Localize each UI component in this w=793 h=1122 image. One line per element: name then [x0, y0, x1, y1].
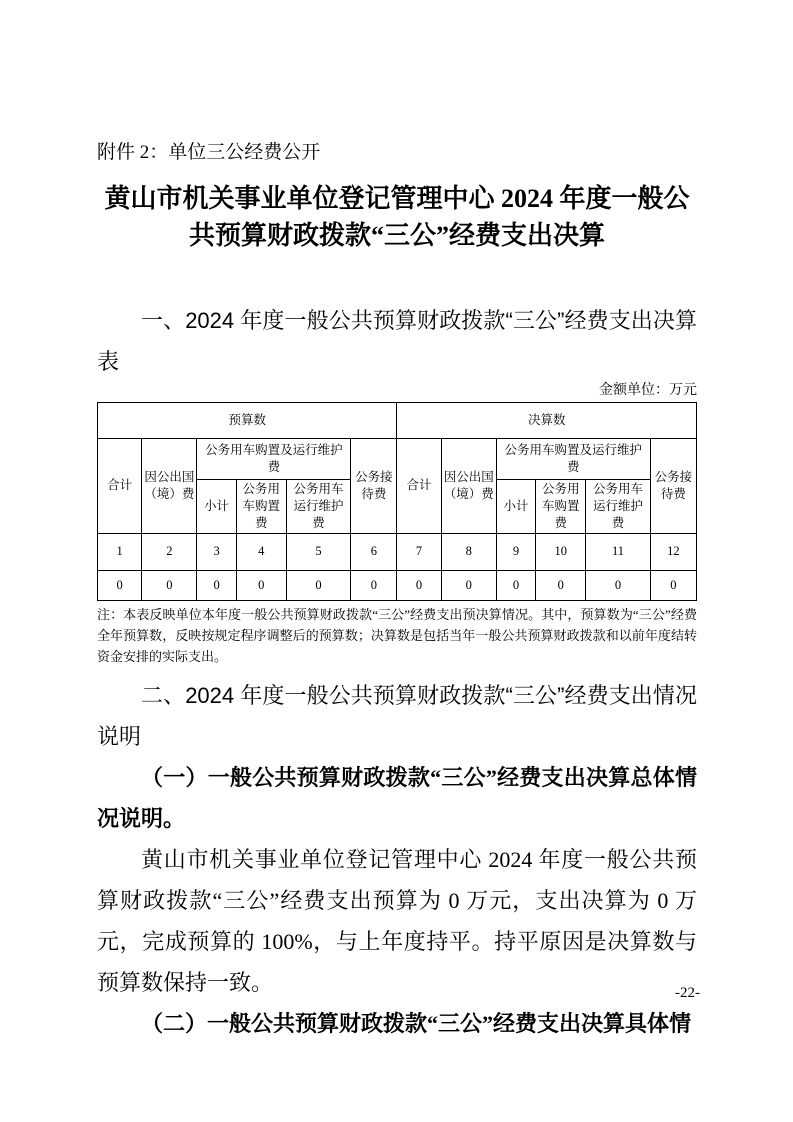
column-number-row	[98, 533, 697, 570]
value-cell: 0	[650, 570, 696, 600]
header-budget-abroad: 因公出国（境）费	[142, 439, 197, 534]
header-final-abroad: 因公出国（境）费	[441, 439, 496, 534]
value-cell: 0	[286, 570, 350, 600]
header-final-reception: 公务接待费	[650, 439, 696, 534]
column-number: 10	[536, 533, 586, 570]
subsection-2-heading: （二）一般公共预算财政拨款“三公”经费支出决算具体情	[141, 1010, 692, 1036]
header-budget-reception: 公务接待费	[351, 439, 397, 534]
header-final-maintenance: 公务用车运行维护费	[586, 480, 650, 534]
header-final-subtotal: 小计	[496, 480, 535, 534]
value-row	[98, 570, 697, 600]
header-budget-total: 合计	[98, 439, 142, 534]
sangong-expense-table	[97, 402, 697, 601]
table-header-row-1	[98, 439, 697, 480]
value-cell: 0	[441, 570, 496, 600]
page-number: -22-	[675, 985, 700, 1001]
column-number: 7	[397, 533, 441, 570]
section-1-heading: 一、2024 年度一般公共预算财政拨款“三公”经费支出决算表	[97, 308, 697, 374]
table-group-header-row	[98, 403, 697, 439]
value-cell: 0	[397, 570, 441, 600]
column-number: 3	[197, 533, 236, 570]
amount-unit-label: 金额单位：万元	[599, 383, 697, 398]
group-header-final: 决算数	[397, 403, 697, 439]
body-paragraph: 黄山市机关事业单位登记管理中心 2024 年度一般公共预算财政拨款“三公”经费支出预算为 0 万元，支出决算为 0 万元，完成预算的 100%，与上年度持平。持平原因是决算数与预算数保持一致。	[97, 846, 697, 995]
header-final-vehicle-group: 公务用车购置及运行维护费	[496, 439, 650, 480]
attachment-label: 附件 2：单位三公经费公开	[97, 142, 321, 163]
value-cell: 0	[142, 570, 197, 600]
header-final-purchase: 公务用车购置费	[536, 480, 586, 534]
header-budget-purchase: 公务用车购置费	[236, 480, 286, 534]
column-number: 2	[142, 533, 197, 570]
value-cell: 0	[351, 570, 397, 600]
column-number: 5	[286, 533, 350, 570]
column-number: 11	[586, 533, 650, 570]
subsection-1-heading: （一）一般公共预算财政拨款“三公”经费支出决算总体情况说明。	[97, 764, 697, 831]
value-cell: 0	[586, 570, 650, 600]
header-budget-maintenance: 公务用车运行维护费	[286, 480, 350, 534]
value-cell: 0	[98, 570, 142, 600]
section-2-heading: 二、2024 年度一般公共预算财政拨款“三公”经费支出情况说明	[97, 682, 697, 749]
value-cell: 0	[197, 570, 236, 600]
header-budget-subtotal: 小计	[197, 480, 236, 534]
value-cell: 0	[496, 570, 535, 600]
value-cell: 0	[236, 570, 286, 600]
column-number: 8	[441, 533, 496, 570]
column-number: 1	[98, 533, 142, 570]
column-number: 9	[496, 533, 535, 570]
table-note: 注：本表反映单位本年度一般公共预算财政拨款“三公”经费支出预决算情况。其中，预算数为“三公”经费全年预算数，反映按规定程序调整后的预算数；决算数是包括当年一般公共预算财政拨款和以前年度结转资金安排的实际支出。	[97, 606, 697, 664]
document-title: 黄山市机关事业单位登记管理中心 2024 年度一般公共预算财政拨款“三公”经费支出决算	[104, 184, 690, 250]
header-budget-vehicle-group: 公务用车购置及运行维护费	[197, 439, 351, 480]
column-number: 4	[236, 533, 286, 570]
group-header-budget: 预算数	[98, 403, 397, 439]
header-final-total: 合计	[397, 439, 441, 534]
value-cell: 0	[536, 570, 586, 600]
column-number: 6	[351, 533, 397, 570]
column-number: 12	[650, 533, 696, 570]
